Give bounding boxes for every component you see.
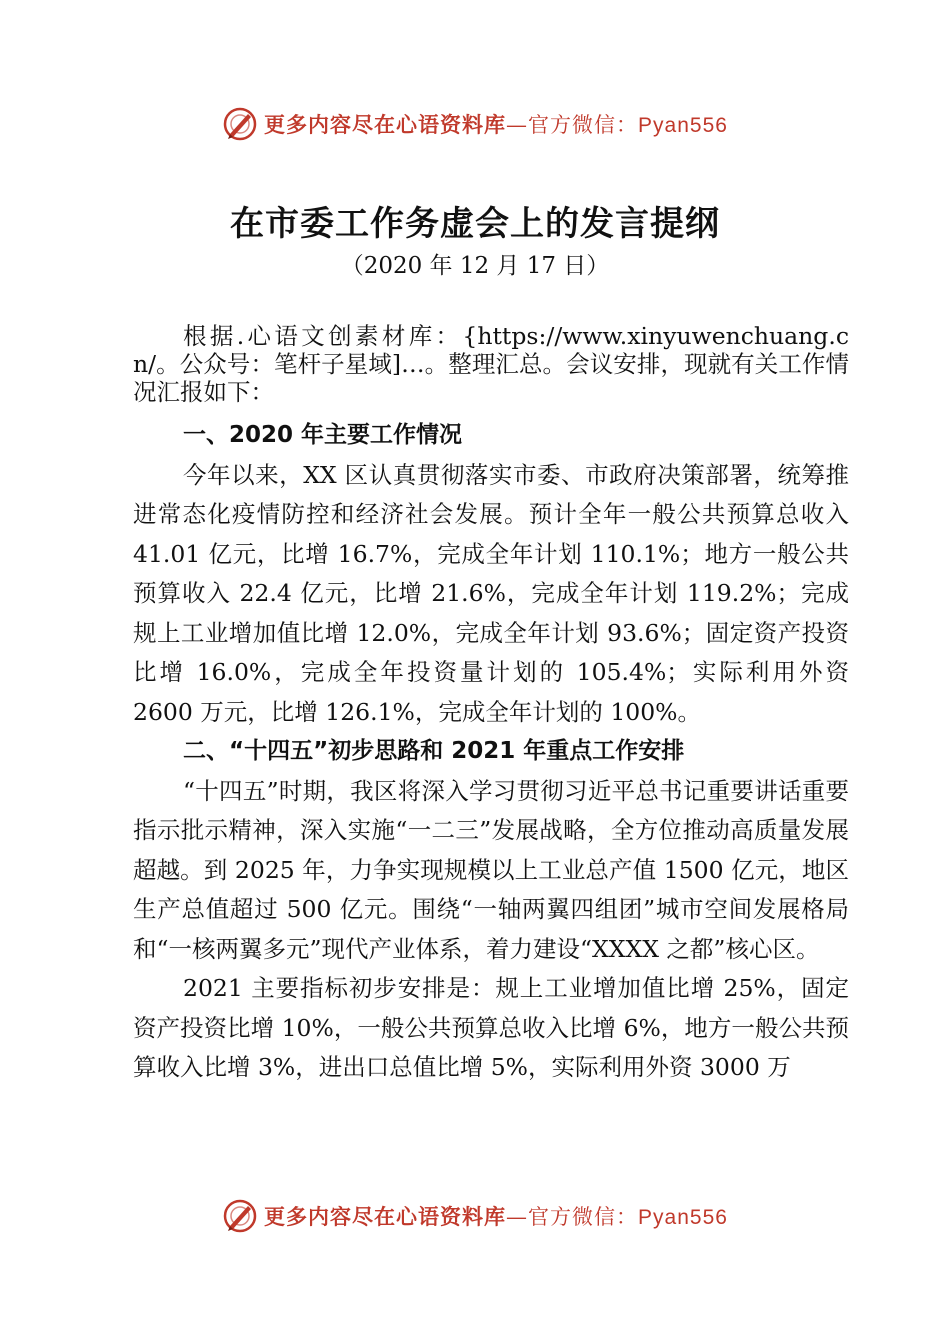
header-banner	[0, 104, 950, 144]
banner-main-text: 更多内容尽在心语资料库	[264, 112, 507, 137]
intro-paragraph: 根据.心语文创素材库：{https://www.xinyuwenchuang.cn/。公众号：笔杆子星域]…。整理汇总。会议安排，现就有关工作情况汇报如下：	[133, 322, 849, 406]
footer-banner	[0, 1196, 950, 1236]
banner-text	[264, 1201, 728, 1231]
banner-text	[264, 109, 728, 139]
section-2-heading: 二、“十四五”初步思路和 2021 年重点工作安排	[183, 738, 685, 764]
section-2-indicators-paragraph: 2021 主要指标初步安排是：规上工业增加值比增 25%，固定资产投资比增 10%，一般公共预算总收入比增 6%，地方一般公共预算收入比增 3%，进出口总值比增 5%，实际利用外资 3000 万	[133, 974, 849, 1081]
pen-logo-icon	[222, 1198, 258, 1234]
banner-wechat-id: Pyan556	[638, 1206, 728, 1229]
banner-wechat-label: 官方微信：	[528, 1205, 639, 1229]
document-title: 在市委工作务虚会上的发言提纲	[230, 204, 720, 244]
document-date: （2020 年 12 月 17 日）	[340, 253, 610, 279]
banner-dash: —	[506, 113, 529, 137]
pen-logo-icon	[222, 106, 258, 142]
banner-wechat-id: Pyan556	[638, 114, 728, 137]
banner-dash: —	[506, 1205, 529, 1229]
section-2-paragraph: “十四五”时期，我区将深入学习贯彻习近平总书记重要讲话重要指示批示精神，深入实施“一二三”发展战略，全方位推动高质量发展超越。到 2025 年，力争实现规模以上工业总产值 1500 亿元，地区生产总值超过 500 亿元。围绕“一轴两翼四组团”城市空间发展格局和“一核两翼多元”现代产业体系，着力建设“XXXX 之都”核心区。	[133, 776, 849, 963]
document-body	[133, 322, 849, 1088]
section-1-paragraph: 今年以来，XX 区认真贯彻落实市委、市政府决策部署，统筹推进常态化疫情防控和经济社会发展。预计全年一般公共预算总收入 41.01 亿元，比增 16.7%，完成全年计划 110.1%；地方一般公共预算收入 22.4 亿元，比增 21.6%，完成全年计划 119.2%；完成规上工业增加值比增 12.0%，完成全年计划 93.6%；固定资产投资比增 16.0%，完成全年投资量计划的 105.4%；实际利用外资 2600 万元，比增 126.1%，完成全年计划的 100%。	[133, 460, 849, 726]
section-1-heading: 一、2020 年主要工作情况	[183, 422, 463, 448]
banner-wechat-label: 官方微信：	[528, 113, 639, 137]
banner-main-text: 更多内容尽在心语资料库	[264, 1204, 507, 1229]
